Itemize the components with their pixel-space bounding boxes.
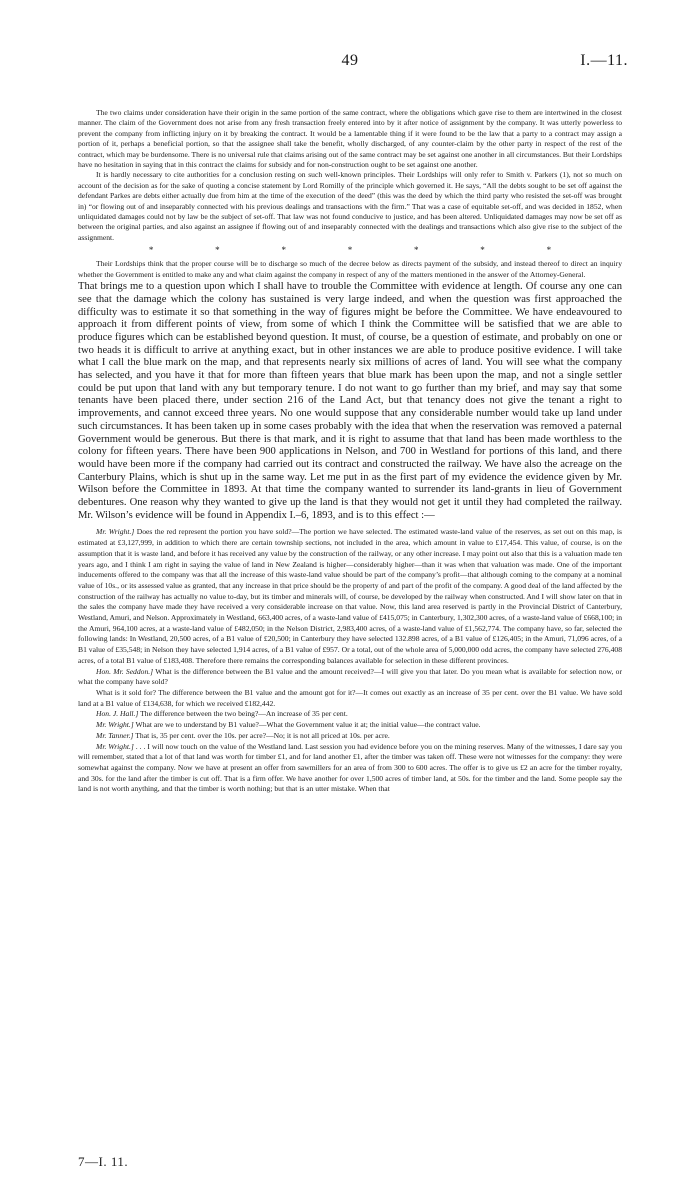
star: * <box>480 245 485 256</box>
quote-paragraph: The two claims under consideration have their origin in the same portion of the same contract, where the obligations which gave rise to them are intertwined in the closest manner. The claim of the Government does not arise from any fresh transaction freely entered into by it after notice of assignment by the company. It was utterly powerless to prevent the company from inflicting injury on it by breaking the contract. It would be a lamentable thing if it were found to be the law that a party to a contract may assign a portion of it, perhaps a beneficial portion, so that the assignee shall take the benefit, wholly discharged, of any counter-claim by the other party in respect of the rest of the contract, which may be burdensome. There is no universal rule that claims arising out of the same contract may be set against one another in all circumstances. But their Lordships have no hesitation in saying that in this contract the claims for subsidy and for non-construction ought to be set against one another. <box>78 108 622 170</box>
footer-signature: 7—I. 11. <box>78 1154 129 1169</box>
evidence-paragraph <box>78 527 622 666</box>
evidence-text: Does the red represent the portion you have sold?—The portion we have selected. The estimated waste-land value of the reserves, as set out on this map, is estimated at £3,127,999, in addition to which there are certain township sections, not included in the area, which amount in value to £17,454. This value, of course, is on the assumption that it is waste land, and before it has received any value by the construction of the railway, or any other increase. I may point out also that this is a valuation made ten years ago, and I think I am right in saying the value of land in New Zealand is higher—considerably higher—than it was when that valuation was made. One of the important inducements offered to the company was that all the increase of this waste-land value should be part of the company’s profit—that although coming to the company at a nominal value of 10s., or its assessed value as granted, that any increase in that price should be the property of and part of the profit of the company. A good deal of the land affected by the construction of the railway has actually no value to-day, but its timber and minerals will, of course, be developed by the railway when constructed. And I will show later on that in the sales the company have made they have received a very considerable increase on that value. Now, this land area reserved is partly in the Provincial District of Canterbury, Westland, Amuri, and Nelson. Approximately in Westland, 663,400 acres, of a waste-land value of £415,075; in Canterbury, 1,302,300 acres, of a waste-land value of £668,100; in the Amuri, 964,100 acres, at a waste-land value of £482,050; in the Nelson District, 2,983,400 acres, of a waste-land value of £1,562,774. The company have, so far, selected the following lands: In Westland, 20,500 acres, of a B1 value of £20,500; in Canterbury they have selected 132.898 acres, of a B1 value of £126,405; in the Amuri, 71,096 acres, of a B1 value of £35,548; in Nelson they have selected 1,914 acres, of a B1 value of £957. Or a total, out of the whole area of 5,000,000 odd acres, the company have selected 276,408 acres, of a total B1 value of £183,408. Therefore there remains the corresponding balances available for selection in these different provinces. <box>78 527 623 665</box>
evidence-text: What are we to understand by B1 value?—What the Government value it at; the initial value—the contract value. <box>135 720 481 730</box>
speaker: Hon. J. Hall.] <box>96 709 139 719</box>
judgment-quote <box>78 108 622 795</box>
star: * <box>148 245 154 256</box>
evidence-paragraph <box>78 688 622 709</box>
quote-paragraph: Their Lordships think that the proper course will be to discharge so much of the decree below as directs payment of the subsidy, and instead thereof to direct an inquiry whether the Government is entitled to make any and what claim against the company in respect of any of the matters mentioned in the answer of the Attorney-General. <box>78 259 622 279</box>
star: * <box>414 245 419 256</box>
star: * <box>215 245 220 256</box>
quote-conclusion <box>78 259 622 280</box>
evidence-paragraph <box>78 742 622 796</box>
evidence-block <box>78 527 622 795</box>
star: * <box>546 245 552 256</box>
evidence-paragraph <box>78 667 622 688</box>
document-reference: I.—11. <box>580 52 628 69</box>
evidence-text: That is, 35 per cent. over the 10s. per acre?—No; it is not all priced at 10s. per acre. <box>135 730 390 740</box>
evidence-text: The difference between the two being?—An increase of 35 per cent. <box>140 709 348 719</box>
evidence-paragraph <box>78 709 622 720</box>
evidence-text: What is it sold for? The difference between the B1 value and the amount got for it?—It comes out exactly as an increase of 35 per cent. over the B1 value. We have sold land at a B1 value of £134,638, for which we received £182,442. <box>78 688 622 708</box>
speaker: Mr. Wright.] <box>96 741 134 751</box>
evidence-paragraph <box>78 720 622 731</box>
evidence-paragraph <box>78 731 622 742</box>
speaker: Mr. Tanner.] <box>96 730 134 740</box>
speech-body <box>78 281 622 522</box>
quote-block <box>78 108 622 243</box>
speaker: Mr. Wright.] <box>96 720 134 730</box>
page-number: 49 <box>341 52 359 69</box>
body-paragraph: That brings me to a question upon which I shall have to trouble the Committee with evidence at length. Of course any one can see that the damage which the colony has sustained is very large indeed, and when the question was first approached the difficulty was to estimate it so that something in the way of figures might be before the Committee. We have endeavoured to approach it from different points of view, from some of which I think the Committee will be satisfied that we are able to produce figures which can be established beyond question. It must, of course, be a question of estimate, and probably on one or two heads it is difficult to arrive at anything exact, but in other instances we are able to produce positive evidence. I will take what I call the blue mark on the map, and that represents nearly six millions of acres of land. You will see what the company has selected, and you have it that for more than fifteen years that blue mark has been upon the map, and not a single settler could be put upon that land with any but temporary tenure. I do not want to go further than my brief, and may say that some tenants have been placed there, under section 216 of the Land Act, but that tenancy does not give the tenant a right to improvements, and cannot exceed three years. No one would suppose that any considerable number would take up land under such circumstances. It has been taken up in some cases probably with the idea that when the reservation was removed a paternal Government would be generous. But there is that mark, and it is right to assume that that land has been made worthless to the colony for fifteen years. There have been 900 applications in Nelson, and 700 in Westland for portions of this land, and there would have been more if the company had carried out its contract and constructed the railway. We have also the acreage on the Canterbury Plains, which is shut up in the same way. Let me put in as the first part of my evidence the evidence given by Mr. Wilson before the Committee in 1893. At that time the company wanted to surrender its land-grants in lieu of Government debentures. One reason why they wanted to give up the land is that they would not get it until they had completed the railway. Mr. Wilson’s evidence will be found in Appendix I.–6, 1893, and is to this effect :— <box>78 281 622 521</box>
ellipsis-stars <box>78 245 622 258</box>
speaker: Hon. Mr. Seddon.] <box>96 666 154 676</box>
evidence-text: . . . I will now touch on the value of the Westland land. Last session you had evidence before you on the mining reserves. Many of the witnesses, I dare say you will remember, stated that a lot of that land was worth for timber £1, and for land another £1, after the timber was taken off. These were not witnesses for the company: they were somewhat against the company. Now we have at present an offer from sawmillers for an area of from 300 to 600 acres. The offer is to give us £2 an acre for the timber royalty, and 30s. for the land after the timber is cut off. That is a firm offer. We have another for over 1,500 acres of timber land, at 50s. for the timber and the land. Some people say the land is not worth anything, and that the timber is worth nothing; but that is an utter mistake. When that <box>78 741 622 794</box>
quote-paragraph: It is hardly necessary to cite authorities for a conclusion resting on such well-known principles. Their Lordships will only refer to Smith v. Parkers (1), not so much on account of the decision as for the sake of quoting a concise statement by Lord Romilly of the principle which governed it. He says, “All the debts sought to be set off against the defendant Parkes are debts either actually due from him at the time of the execution of the deed” (this was the deed by which the third party who resisted the set-off was brought in) “or flowing out of and inseparably connected with his previous dealings and transactions with the firm.” That was a case of equitable set-off, and was decided in 1852, when unliquidated damages could not by law be the subject of set-off. That law was not found conducive to justice, and has been altered. Unliquidated damages may now be set off as between the original parties, and also against an assignee if flowing out of and inseparably connected with the dealings and transactions which also give rise to the subject of the assignment. <box>78 170 622 242</box>
speaker: Mr. Wright.] <box>96 527 135 537</box>
evidence-text: What is the difference between the B1 value and the amount received?—I will give you that later. Do you mean what is available for selection now, or what the company have sold? <box>78 666 622 687</box>
star: * <box>281 245 286 256</box>
star: * <box>347 245 353 256</box>
